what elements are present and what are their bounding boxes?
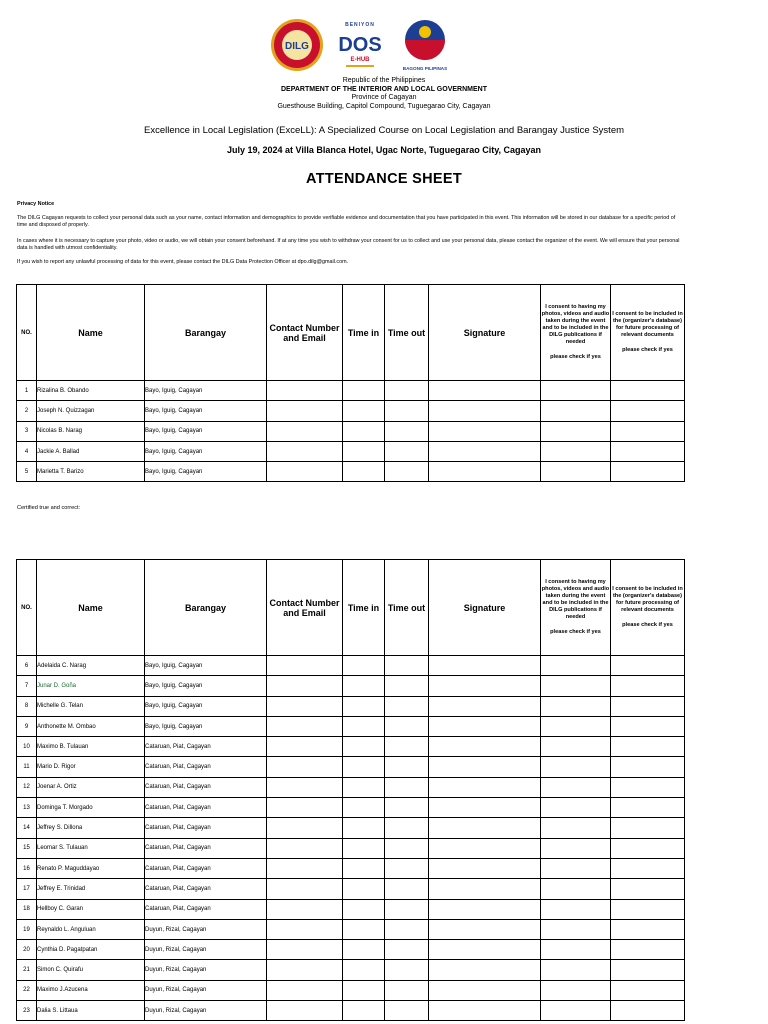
table-row: [17, 960, 685, 980]
row-barangay: Bayo, Iguig, Cagayan: [145, 381, 267, 401]
row-barangay: Bayo, Iguig, Cagayan: [145, 696, 267, 716]
col-no: NO.: [17, 560, 37, 656]
row-time-out-cell[interactable]: [385, 879, 429, 899]
row-barangay: Cataruan, Piat, Cagayan: [145, 757, 267, 777]
col-barangay: Barangay: [145, 560, 267, 656]
row-name: Dalia S. Littaua: [37, 1001, 145, 1021]
row-consent-photos-cell[interactable]: [541, 737, 611, 757]
table-row: [17, 696, 685, 716]
row-contact-cell[interactable]: [267, 940, 343, 960]
row-signature-cell[interactable]: [429, 656, 541, 676]
row-consent-photos-cell[interactable]: [541, 879, 611, 899]
col-time-in: Time in: [343, 560, 385, 656]
row-name: Jackie A. Ballad: [37, 441, 145, 461]
svg-text:BENIYON: BENIYON: [345, 22, 375, 28]
col-name: Name: [37, 285, 145, 381]
province-line: Province of Cagayan: [351, 94, 417, 101]
table-row: [17, 1001, 685, 1021]
table-row: [17, 737, 685, 757]
row-name: Adelaida C. Narag: [37, 656, 145, 676]
row-consent-photos-cell[interactable]: [541, 818, 611, 838]
row-signature-cell[interactable]: [429, 737, 541, 757]
col-consent-photos: I consent to having my photos, videos and audio taken during the event and to be included in the DILG publications if needed please check if yes: [541, 285, 611, 381]
row-time-out-cell[interactable]: [385, 798, 429, 818]
row-number: 17: [17, 879, 37, 899]
row-signature-cell[interactable]: [429, 818, 541, 838]
row-consent-database-cell[interactable]: [611, 737, 685, 757]
table-row: [17, 401, 685, 421]
row-contact-cell[interactable]: [267, 838, 343, 858]
row-contact-cell[interactable]: [267, 777, 343, 797]
row-time-in-cell[interactable]: [343, 676, 385, 696]
row-number: 16: [17, 858, 37, 878]
row-name: Maximo B. Tulauan: [37, 737, 145, 757]
logo-strip: [0, 14, 768, 80]
row-name: Jeffrey E. Trinidad: [37, 879, 145, 899]
row-consent-photos-cell[interactable]: [541, 980, 611, 1000]
dilg-seal-icon: [270, 14, 324, 76]
row-signature-cell[interactable]: [429, 980, 541, 1000]
row-number: 4: [17, 441, 37, 461]
row-contact-cell[interactable]: [267, 462, 343, 482]
row-contact-cell[interactable]: [267, 960, 343, 980]
row-time-in-cell[interactable]: [343, 696, 385, 716]
col-contact: Contact Number and Email: [267, 560, 343, 656]
row-name: Hellboy C. Garan: [37, 899, 145, 919]
row-consent-photos-cell[interactable]: [541, 696, 611, 716]
col-signature: Signature: [429, 285, 541, 381]
row-name: Rizalina B. Obando: [37, 381, 145, 401]
row-time-in-cell[interactable]: [343, 656, 385, 676]
row-consent-photos-cell[interactable]: [541, 381, 611, 401]
row-time-in-cell[interactable]: [343, 980, 385, 1000]
row-time-in-cell[interactable]: [343, 737, 385, 757]
table-row: [17, 757, 685, 777]
table-row: [17, 656, 685, 676]
table-row: [17, 838, 685, 858]
dos-ehub-logo-icon: [336, 14, 384, 76]
row-consent-database-cell[interactable]: [611, 757, 685, 777]
row-time-out-cell[interactable]: [385, 676, 429, 696]
table-row: [17, 441, 685, 461]
col-consent-photos: I consent to having my photos, videos and audio taken during the event and to be included in the DILG publications if needed please check if yes: [541, 560, 611, 656]
row-consent-database-cell[interactable]: [611, 716, 685, 736]
row-contact-cell[interactable]: [267, 716, 343, 736]
row-number: 2: [17, 401, 37, 421]
svg-text:BAGONG PILIPINAS: BAGONG PILIPINAS: [402, 66, 448, 71]
row-time-out-cell[interactable]: [385, 381, 429, 401]
row-number: 18: [17, 899, 37, 919]
table-row: [17, 858, 685, 878]
row-consent-photos-cell[interactable]: [541, 676, 611, 696]
row-time-out-cell[interactable]: [385, 401, 429, 421]
row-contact-cell[interactable]: [267, 737, 343, 757]
row-consent-database-cell[interactable]: [611, 462, 685, 482]
row-consent-photos-cell[interactable]: [541, 858, 611, 878]
row-barangay: Cataruan, Piat, Cagayan: [145, 899, 267, 919]
svg-text:E-HUB: E-HUB: [350, 57, 370, 63]
row-name: Michelle G. Telan: [37, 696, 145, 716]
col-contact: Contact Number and Email: [267, 285, 343, 381]
row-name: Dominga T. Morgado: [37, 798, 145, 818]
row-contact-cell[interactable]: [267, 798, 343, 818]
table-row: [17, 798, 685, 818]
col-signature: Signature: [429, 560, 541, 656]
row-number: 10: [17, 737, 37, 757]
row-time-out-cell[interactable]: [385, 696, 429, 716]
privacy-paragraph-3: If you wish to report any unlawful processing of data for this event, please contact the DILG Data Protection Officer at dpo.dilg@gmail.com.: [17, 259, 349, 265]
row-contact-cell[interactable]: [267, 818, 343, 838]
row-name: Cynthia D. Pagatpatan: [37, 940, 145, 960]
row-consent-photos-cell[interactable]: [541, 462, 611, 482]
row-signature-cell[interactable]: [429, 858, 541, 878]
row-contact-cell[interactable]: [267, 676, 343, 696]
col-time-out: Time out: [385, 285, 429, 381]
course-title: Excellence in Local Legislation (ExceLL): A Specialized Course on Local Legislation and Barangay Justice System: [143, 125, 625, 136]
row-contact-cell[interactable]: [267, 421, 343, 441]
row-consent-photos-cell[interactable]: [541, 401, 611, 421]
row-barangay: Bayo, Iguig, Cagayan: [145, 462, 267, 482]
row-signature-cell[interactable]: [429, 401, 541, 421]
svg-text:DILG: DILG: [285, 41, 309, 52]
row-consent-photos-cell[interactable]: [541, 798, 611, 818]
row-time-in-cell[interactable]: [343, 716, 385, 736]
row-consent-database-cell[interactable]: [611, 1001, 685, 1021]
row-name: Nicolas B. Narag: [37, 421, 145, 441]
row-barangay: Cataruan, Piat, Cagayan: [145, 858, 267, 878]
row-barangay: Bayo, Iguig, Cagayan: [145, 421, 267, 441]
table-row: [17, 879, 685, 899]
row-time-out-cell[interactable]: [385, 919, 429, 939]
table-row: [17, 716, 685, 736]
row-consent-database-cell[interactable]: [611, 879, 685, 899]
row-time-in-cell[interactable]: [343, 777, 385, 797]
table-row: [17, 980, 685, 1000]
row-barangay: Duyun, Rizal, Cagayan: [145, 1001, 267, 1021]
row-barangay: Duyun, Rizal, Cagayan: [145, 960, 267, 980]
agency-header: [0, 77, 768, 111]
row-time-in-cell[interactable]: [343, 421, 385, 441]
row-name: Junar D. Goña: [37, 676, 145, 696]
row-consent-database-cell[interactable]: [611, 381, 685, 401]
row-signature-cell[interactable]: [429, 757, 541, 777]
row-time-in-cell[interactable]: [343, 919, 385, 939]
col-consent-database: I consent to be included in the (organizer's database) for future processing of relevant documents please check if yes: [611, 285, 685, 381]
row-consent-photos-cell[interactable]: [541, 899, 611, 919]
row-name: Maximo J.Azucena: [37, 980, 145, 1000]
row-time-out-cell[interactable]: [385, 980, 429, 1000]
row-time-in-cell[interactable]: [343, 757, 385, 777]
row-signature-cell[interactable]: [429, 960, 541, 980]
row-number: 15: [17, 838, 37, 858]
row-barangay: Duyun, Rizal, Cagayan: [145, 980, 267, 1000]
col-barangay: Barangay: [145, 285, 267, 381]
row-number: 6: [17, 656, 37, 676]
row-barangay: Cataruan, Piat, Cagayan: [145, 879, 267, 899]
row-barangay: Bayo, Iguig, Cagayan: [145, 401, 267, 421]
row-number: 23: [17, 1001, 37, 1021]
row-name: Joseph N. Quizzagan: [37, 401, 145, 421]
row-contact-cell[interactable]: [267, 381, 343, 401]
row-consent-photos-cell[interactable]: [541, 960, 611, 980]
row-time-in-cell[interactable]: [343, 381, 385, 401]
row-signature-cell[interactable]: [429, 381, 541, 401]
row-contact-cell[interactable]: [267, 879, 343, 899]
row-contact-cell[interactable]: [267, 899, 343, 919]
row-signature-cell[interactable]: [429, 462, 541, 482]
row-time-out-cell[interactable]: [385, 441, 429, 461]
table-row: [17, 421, 685, 441]
col-name: Name: [37, 560, 145, 656]
row-number: 7: [17, 676, 37, 696]
row-consent-photos-cell[interactable]: [541, 777, 611, 797]
row-barangay: Bayo, Iguig, Cagayan: [145, 441, 267, 461]
row-contact-cell[interactable]: [267, 656, 343, 676]
table-1-body: [17, 381, 685, 482]
row-time-out-cell[interactable]: [385, 462, 429, 482]
row-consent-database-cell[interactable]: [611, 656, 685, 676]
row-consent-database-cell[interactable]: [611, 960, 685, 980]
row-time-in-cell[interactable]: [343, 858, 385, 878]
row-name: Simon C. Quirafu: [37, 960, 145, 980]
sheet-title: ATTENDANCE SHEET: [306, 171, 462, 187]
col-consent-database: I consent to be included in the (organizer's database) for future processing of relevant documents please check if yes: [611, 560, 685, 656]
row-number: 5: [17, 462, 37, 482]
row-consent-database-cell[interactable]: [611, 441, 685, 461]
row-time-out-cell[interactable]: [385, 960, 429, 980]
row-name: Marietta T. Barizo: [37, 462, 145, 482]
row-number: 8: [17, 696, 37, 716]
row-consent-database-cell[interactable]: [611, 798, 685, 818]
row-consent-photos-cell[interactable]: [541, 838, 611, 858]
row-name: Anthonette M. Ombao: [37, 716, 145, 736]
row-barangay: Bayo, Iguig, Cagayan: [145, 656, 267, 676]
row-time-in-cell[interactable]: [343, 401, 385, 421]
row-time-out-cell[interactable]: [385, 716, 429, 736]
row-consent-database-cell[interactable]: [611, 401, 685, 421]
row-number: 14: [17, 818, 37, 838]
row-signature-cell[interactable]: [429, 879, 541, 899]
row-number: 22: [17, 980, 37, 1000]
republic-line: Republic of the Philippines: [342, 77, 426, 84]
row-barangay: Cataruan, Piat, Cagayan: [145, 777, 267, 797]
row-signature-cell[interactable]: [429, 696, 541, 716]
row-number: 9: [17, 716, 37, 736]
row-time-out-cell[interactable]: [385, 421, 429, 441]
row-consent-database-cell[interactable]: [611, 696, 685, 716]
row-signature-cell[interactable]: [429, 716, 541, 736]
row-time-in-cell[interactable]: [343, 899, 385, 919]
department-line: DEPARTMENT OF THE INTERIOR AND LOCAL GOVERNMENT: [281, 85, 487, 93]
privacy-paragraph-2: In cases where it is necessary to capture your photo, video or audio, we will obtain your consent beforehand. If at any time you wish to withdraw your consent for us to collect and use your personal data, please contact the organizer of the event. We will ensure that your personal data is handled with utmost confidentiality.: [17, 238, 680, 251]
row-number: 11: [17, 757, 37, 777]
row-name: Jeffrey S. Dillona: [37, 818, 145, 838]
row-consent-photos-cell[interactable]: [541, 1001, 611, 1021]
row-barangay: Duyun, Rizal, Cagayan: [145, 940, 267, 960]
row-number: 19: [17, 919, 37, 939]
event-date-venue: July 19, 2024 at Villa Blanca Hotel, Ugac Norte, Tuguegarao City, Cagayan: [226, 145, 542, 155]
row-signature-cell[interactable]: [429, 838, 541, 858]
table-row: [17, 676, 685, 696]
row-time-in-cell[interactable]: [343, 798, 385, 818]
row-consent-photos-cell[interactable]: [541, 940, 611, 960]
attendance-table-2: [16, 559, 685, 1021]
row-consent-database-cell[interactable]: [611, 858, 685, 878]
row-barangay: Cataruan, Piat, Cagayan: [145, 737, 267, 757]
row-time-in-cell[interactable]: [343, 940, 385, 960]
row-signature-cell[interactable]: [429, 798, 541, 818]
row-name: Mario D. Rigor: [37, 757, 145, 777]
row-name: Joenar A. Ortiz: [37, 777, 145, 797]
row-number: 1: [17, 381, 37, 401]
row-number: 21: [17, 960, 37, 980]
row-time-in-cell[interactable]: [343, 960, 385, 980]
row-consent-photos-cell[interactable]: [541, 919, 611, 939]
row-time-out-cell[interactable]: [385, 757, 429, 777]
col-no: NO.: [17, 285, 37, 381]
row-time-out-cell[interactable]: [385, 858, 429, 878]
row-name: Reynaldo L. Anguluan: [37, 919, 145, 939]
row-consent-database-cell[interactable]: [611, 818, 685, 838]
row-time-out-cell[interactable]: [385, 818, 429, 838]
row-signature-cell[interactable]: [429, 676, 541, 696]
row-consent-database-cell[interactable]: [611, 676, 685, 696]
row-barangay: Cataruan, Piat, Cagayan: [145, 818, 267, 838]
row-signature-cell[interactable]: [429, 421, 541, 441]
row-contact-cell[interactable]: [267, 858, 343, 878]
table-row: [17, 940, 685, 960]
row-consent-database-cell[interactable]: [611, 838, 685, 858]
row-number: 12: [17, 777, 37, 797]
row-number: 13: [17, 798, 37, 818]
row-time-out-cell[interactable]: [385, 899, 429, 919]
row-name: Leomar S. Tulauan: [37, 838, 145, 858]
row-signature-cell[interactable]: [429, 441, 541, 461]
row-consent-photos-cell[interactable]: [541, 441, 611, 461]
row-contact-cell[interactable]: [267, 980, 343, 1000]
row-consent-database-cell[interactable]: [611, 980, 685, 1000]
row-time-in-cell[interactable]: [343, 1001, 385, 1021]
address-line: Guesthouse Building, Capitol Compound, Tuguegarao City, Cagayan: [277, 102, 491, 110]
row-barangay: Duyun, Rizal, Cagayan: [145, 919, 267, 939]
row-contact-cell[interactable]: [267, 757, 343, 777]
row-contact-cell[interactable]: [267, 1001, 343, 1021]
row-contact-cell[interactable]: [267, 919, 343, 939]
table-row: [17, 899, 685, 919]
row-contact-cell[interactable]: [267, 696, 343, 716]
row-time-out-cell[interactable]: [385, 777, 429, 797]
privacy-heading: Privacy Notice: [17, 201, 55, 207]
row-consent-database-cell[interactable]: [611, 899, 685, 919]
row-signature-cell[interactable]: [429, 919, 541, 939]
row-consent-database-cell[interactable]: [611, 777, 685, 797]
row-time-out-cell[interactable]: [385, 737, 429, 757]
privacy-paragraph-1: The DILG Cagayan requests to collect your personal data such as your name, contact information and demographics to provide verifiable evidence and documentation that you have participated in this event. This information will be stored in our database for a specific period of time and disposed of properly.: [17, 215, 676, 228]
row-time-in-cell[interactable]: [343, 441, 385, 461]
attendance-table-1: [16, 284, 685, 482]
row-consent-photos-cell[interactable]: [541, 757, 611, 777]
row-contact-cell[interactable]: [267, 401, 343, 421]
row-barangay: Bayo, Iguig, Cagayan: [145, 716, 267, 736]
certified-label: Certified true and correct:: [17, 505, 81, 511]
bagong-pilipinas-logo-icon: [398, 14, 452, 76]
row-barangay: Cataruan, Piat, Cagayan: [145, 838, 267, 858]
row-time-in-cell[interactable]: [343, 462, 385, 482]
row-time-out-cell[interactable]: [385, 1001, 429, 1021]
row-number: 20: [17, 940, 37, 960]
row-consent-photos-cell[interactable]: [541, 716, 611, 736]
row-consent-photos-cell[interactable]: [541, 656, 611, 676]
row-barangay: Bayo, Iguig, Cagayan: [145, 676, 267, 696]
row-time-out-cell[interactable]: [385, 838, 429, 858]
row-barangay: Cataruan, Piat, Cagayan: [145, 798, 267, 818]
table-row: [17, 462, 685, 482]
row-consent-database-cell[interactable]: [611, 940, 685, 960]
row-time-in-cell[interactable]: [343, 818, 385, 838]
table-row: [17, 381, 685, 401]
row-contact-cell[interactable]: [267, 441, 343, 461]
row-consent-photos-cell[interactable]: [541, 421, 611, 441]
svg-text:DOS: DOS: [338, 34, 382, 56]
row-time-out-cell[interactable]: [385, 656, 429, 676]
table-row: [17, 818, 685, 838]
row-consent-database-cell[interactable]: [611, 919, 685, 939]
row-signature-cell[interactable]: [429, 1001, 541, 1021]
table-2-body: [17, 656, 685, 1021]
row-signature-cell[interactable]: [429, 777, 541, 797]
row-signature-cell[interactable]: [429, 940, 541, 960]
row-time-out-cell[interactable]: [385, 940, 429, 960]
row-consent-database-cell[interactable]: [611, 421, 685, 441]
row-signature-cell[interactable]: [429, 899, 541, 919]
row-name: Renato P. Maguddayao: [37, 858, 145, 878]
row-time-in-cell[interactable]: [343, 879, 385, 899]
table-row: [17, 919, 685, 939]
col-time-out: Time out: [385, 560, 429, 656]
row-number: 3: [17, 421, 37, 441]
table-row: [17, 777, 685, 797]
row-time-in-cell[interactable]: [343, 838, 385, 858]
col-time-in: Time in: [343, 285, 385, 381]
